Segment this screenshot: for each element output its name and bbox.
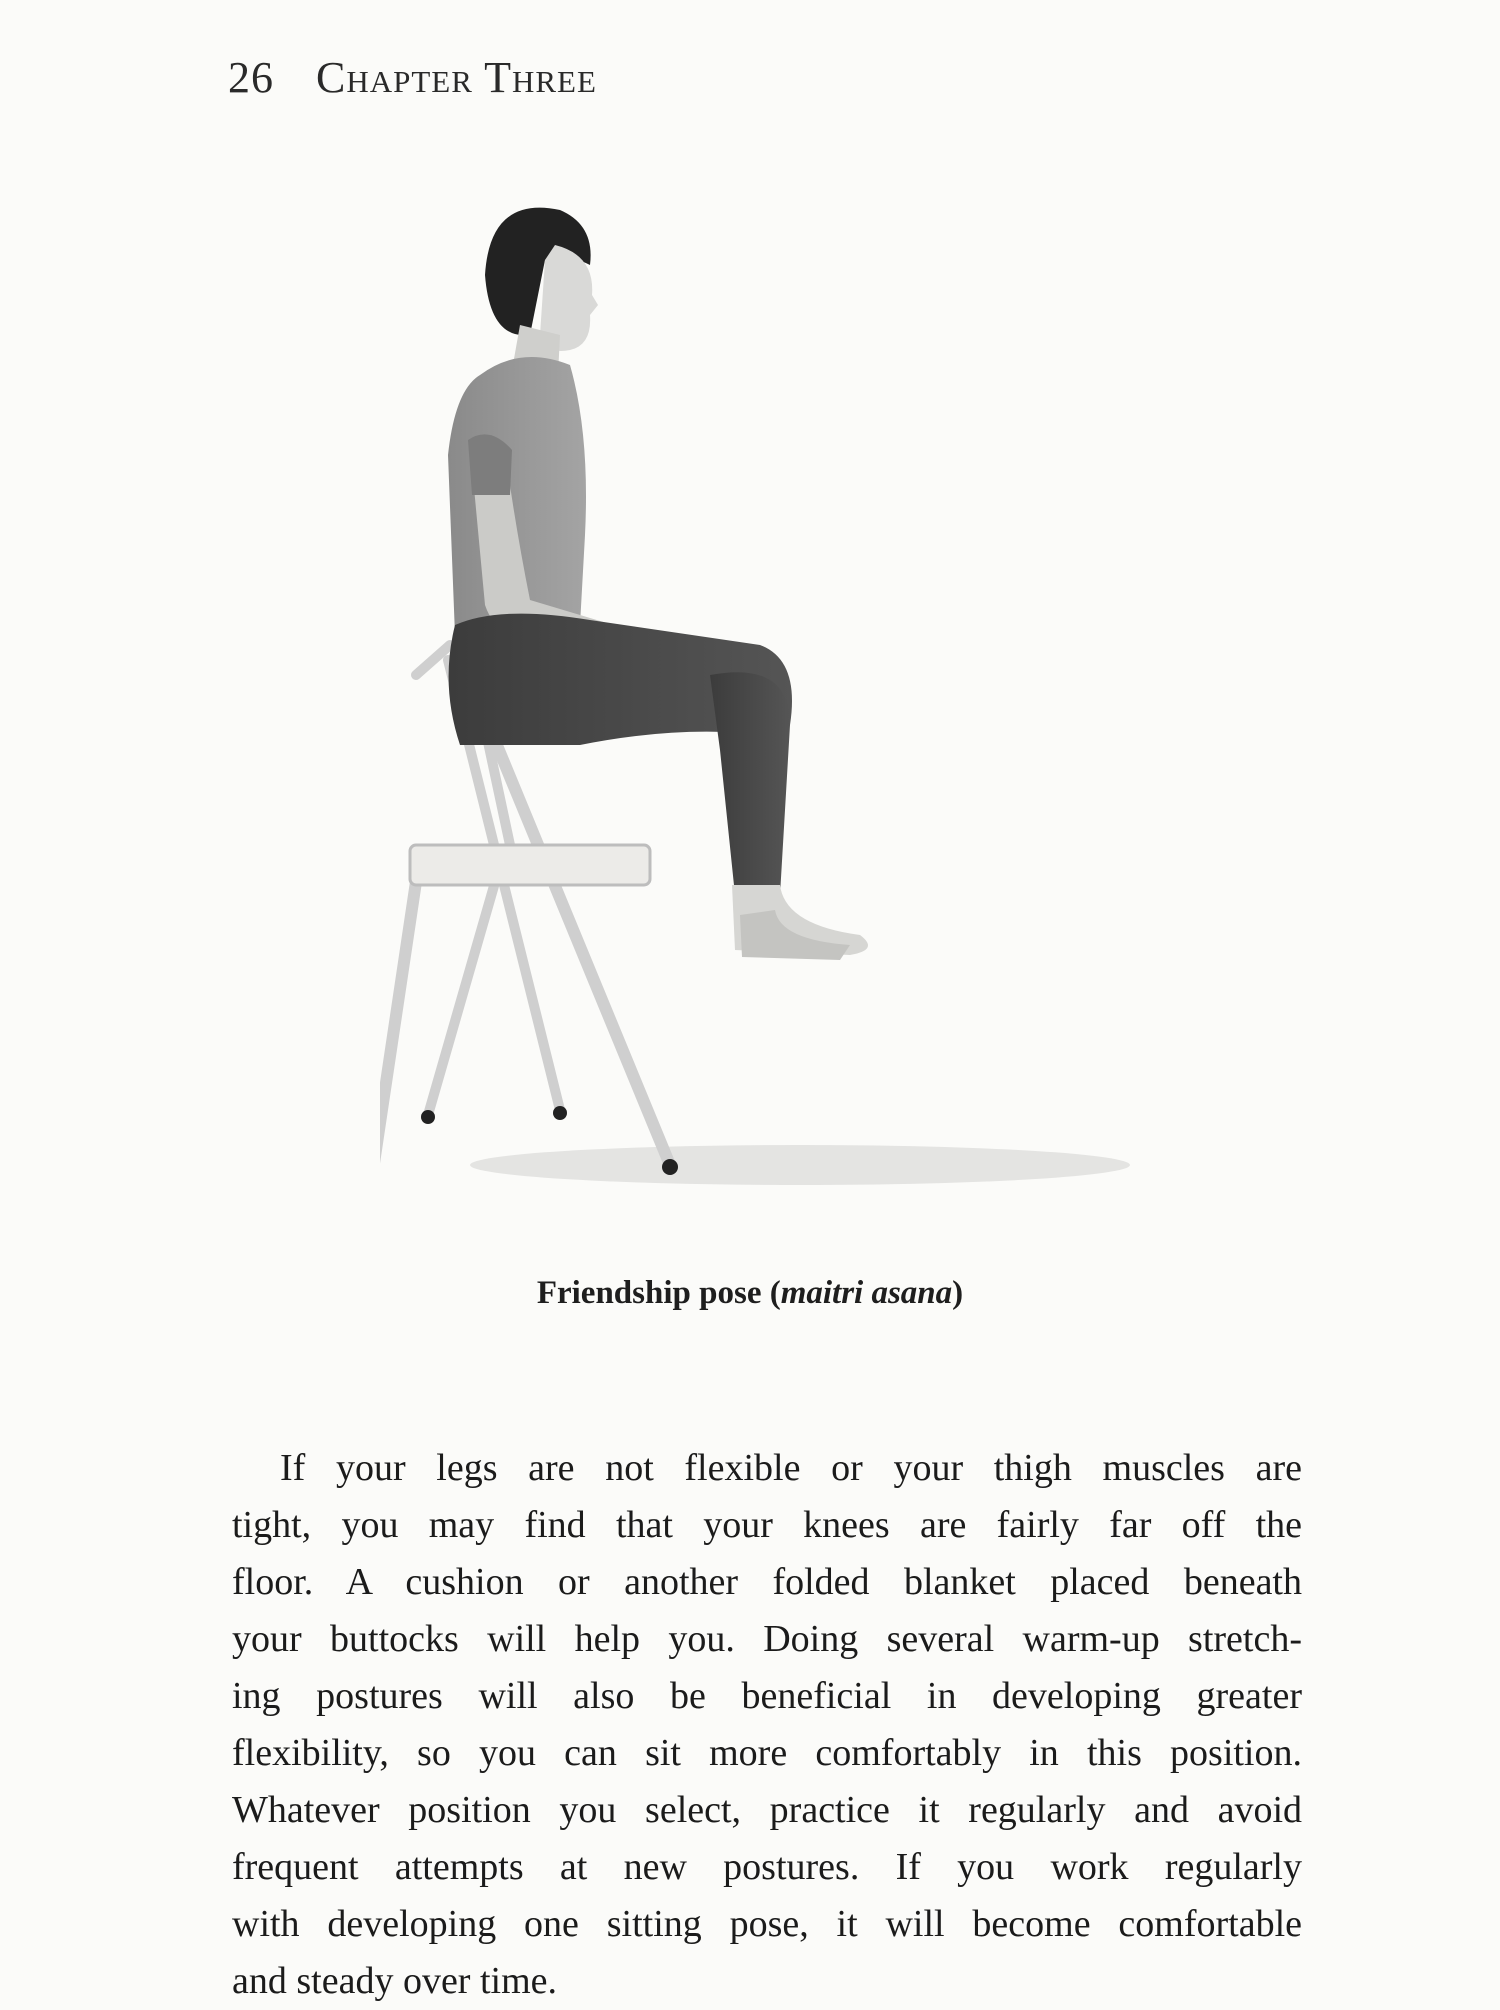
floor-shadow <box>470 1145 1130 1185</box>
running-head <box>228 52 597 103</box>
paragraph-line: If your legs are not flexible or your thigh muscles are <box>280 1447 1302 1489</box>
page-number: 26 <box>228 53 274 102</box>
caption-sanskrit-name: maitri asana <box>780 1275 953 1311</box>
caption-close: ) <box>952 1275 964 1311</box>
paragraph-line: ing postures will also be beneficial in developing greater <box>232 1675 1302 1717</box>
paragraph-line: Whatever position you select, practice it regularly and avoid <box>232 1789 1302 1831</box>
paragraph-line: your buttocks will help you. Doing several warm-up stretch- <box>232 1618 1302 1660</box>
seated-woman-on-chair-illustration <box>380 205 1140 1225</box>
paragraph-line: floor. A cushion or another folded blanket placed beneath <box>232 1561 1302 1603</box>
caption-text: Friendship pose ( <box>536 1275 781 1311</box>
figure-caption <box>0 1275 1500 1312</box>
chair-foot <box>553 1106 567 1120</box>
paragraph-line: frequent attempts at new postures. If you work regularly <box>232 1846 1302 1888</box>
paragraph-line: and steady over time. <box>232 1960 558 2002</box>
chair-seat <box>410 845 650 885</box>
paragraph-line: flexibility, so you can sit more comfortably in this position. <box>232 1732 1302 1774</box>
paragraph-line: with developing one sitting pose, it will become comfortable <box>232 1903 1302 1945</box>
chair-foot <box>421 1110 435 1124</box>
paragraph-line: tight, you may find that your knees are fairly far off the <box>232 1504 1302 1546</box>
body-paragraph <box>232 1440 1302 2010</box>
chair-foot <box>662 1159 678 1175</box>
chapter-title: Chapter Three <box>316 53 597 102</box>
figure-photo <box>380 205 1140 1225</box>
